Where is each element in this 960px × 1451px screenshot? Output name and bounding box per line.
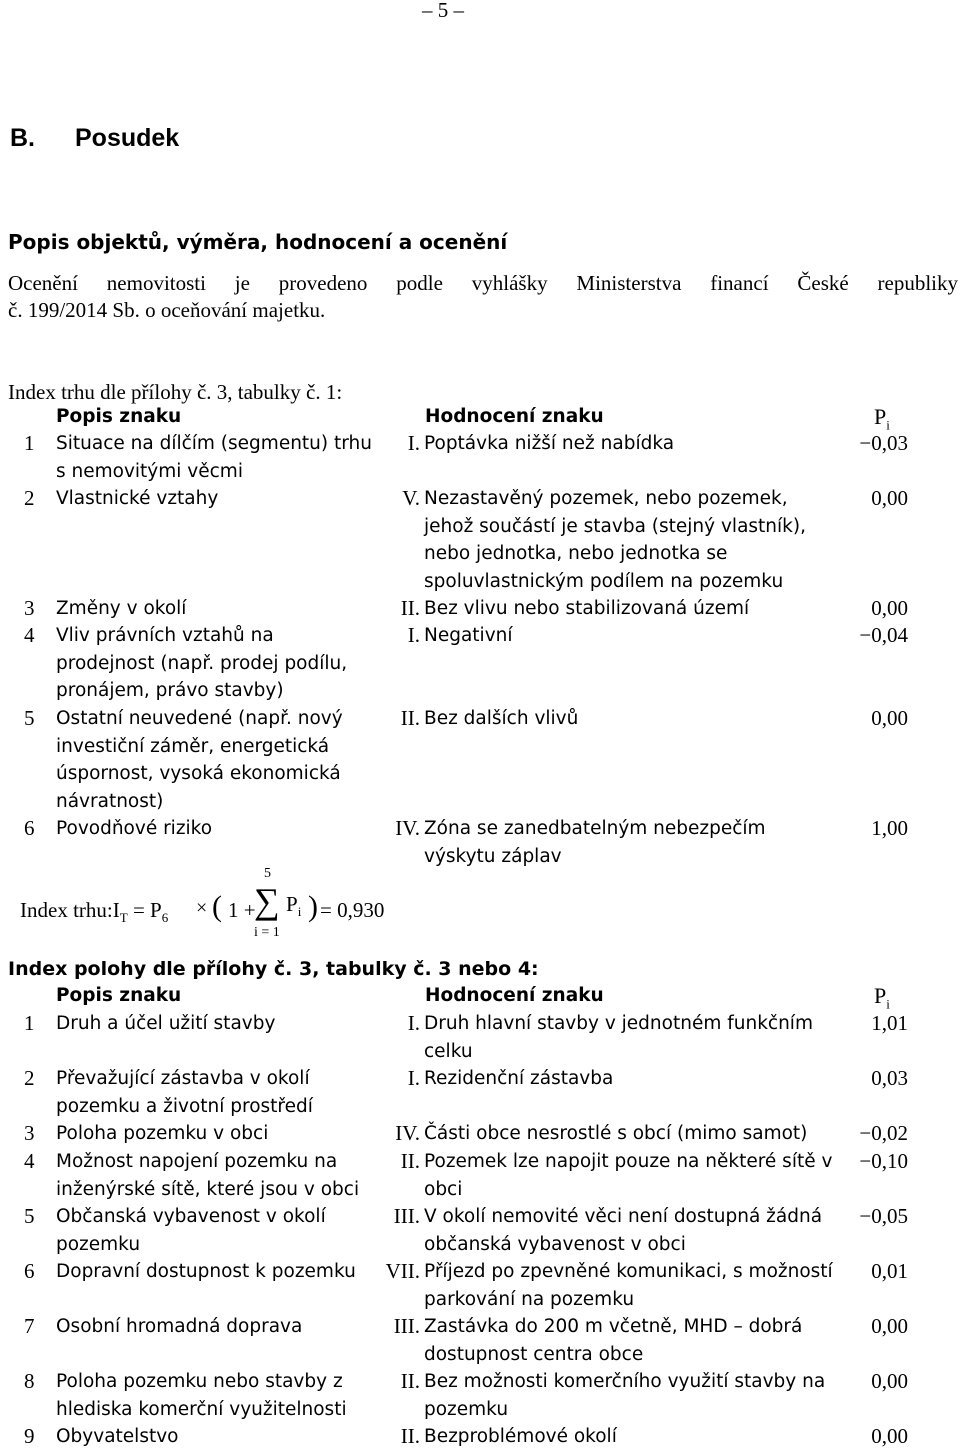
intro-line-2: č. 199/2014 Sb. o oceňování majetku. xyxy=(8,298,326,322)
row-hodnoceni: Zastávka do 200 m včetně, MHD – dobrá dostupnost centra obce xyxy=(424,1316,803,1365)
row-popis: Převažující zástavba v okolí pozemku a životní prostředí xyxy=(56,1068,313,1117)
row-value: −0,04 xyxy=(859,623,908,647)
row-value: 0,00 xyxy=(871,1369,908,1393)
row-number: 1 xyxy=(24,431,35,455)
row-number: 6 xyxy=(24,1259,35,1283)
row-popis: Občanská vybavenost v okolí pozemku xyxy=(56,1206,326,1255)
row-popis: Situace na dílčím (segmentu) trhu s nemovitými věcmi xyxy=(56,433,372,482)
row-value: 0,00 xyxy=(871,1314,908,1338)
poloha-title: Index polohy dle přílohy č. 3, tabulky č. 3 nebo 4: xyxy=(8,958,539,980)
row-roman: II. xyxy=(400,1424,420,1448)
row-number: 2 xyxy=(24,486,35,510)
row-number: 5 xyxy=(24,706,35,730)
row-value: 1,00 xyxy=(871,816,908,840)
row-number: 5 xyxy=(24,1204,35,1228)
row-hodnoceni: Bez možnosti komerčního využití stavby na pozemku xyxy=(424,1371,826,1420)
row-hodnoceni: Příjezd po zpevněné komunikaci, s možností parkování na pozemku xyxy=(424,1261,833,1310)
formula-times: × xyxy=(196,897,208,919)
trh-col-pi: $P_i$ xyxy=(874,404,890,433)
row-number: 2 xyxy=(24,1066,35,1090)
row-roman: II. xyxy=(400,706,420,730)
row-number: 4 xyxy=(24,623,35,647)
row-hodnoceni: Rezidenční zástavba xyxy=(424,1068,614,1089)
row-number: 9 xyxy=(24,1424,35,1448)
row-hodnoceni: Zóna se zanedbatelným nebezpečím výskytu záplav xyxy=(424,818,766,867)
row-popis: Obyvatelstvo xyxy=(56,1426,179,1447)
row-roman: VII. xyxy=(385,1259,420,1283)
row-value: −0,02 xyxy=(859,1121,908,1145)
row-roman: V. xyxy=(402,486,420,510)
row-value: 0,03 xyxy=(871,1066,908,1090)
row-popis: Vliv právních vztahů na prodejnost (např. prodej podílu, pronájem, právo stavby) xyxy=(56,625,348,701)
row-value: 0,00 xyxy=(871,706,908,730)
row-roman: IV. xyxy=(395,816,420,840)
poloha-col-pi: $P_i$ xyxy=(874,983,890,1012)
row-hodnoceni: Části obce nesrostlé s obcí (mimo samot) xyxy=(424,1123,808,1144)
formula-upper: 5 xyxy=(264,866,271,881)
row-hodnoceni: Nezastavěný pozemek, nebo pozemek, jehož součástí je stavba (stejný vlastník), nebo jednotka, nebo jednotka se spoluvlastnickým podílem na pozemku xyxy=(424,488,806,592)
page-number: – 5 – xyxy=(422,0,464,22)
row-roman: IV. xyxy=(395,1121,420,1145)
row-number: 1 xyxy=(24,1011,35,1035)
row-number: 3 xyxy=(24,1121,35,1145)
row-roman: I. xyxy=(407,1066,420,1090)
intro-line-1: Ocenění nemovitosti je provedeno podle vyhlášky Ministerstva financí České republiky xyxy=(8,271,958,295)
formula-p: $P_i$ xyxy=(286,892,302,920)
row-number: 3 xyxy=(24,596,35,620)
formula-sigma-icon: ∑ xyxy=(254,881,280,921)
row-popis: Povodňové riziko xyxy=(56,818,213,839)
row-number: 6 xyxy=(24,816,35,840)
row-roman: I. xyxy=(407,431,420,455)
row-hodnoceni: Poptávka nižší než nabídka xyxy=(424,433,675,454)
row-value: 0,00 xyxy=(871,596,908,620)
row-value: 0,00 xyxy=(871,1424,908,1448)
trh-col-popis: Popis znaku xyxy=(56,406,182,427)
row-roman: III. xyxy=(393,1314,420,1338)
row-value: −0,05 xyxy=(859,1204,908,1228)
row-hodnoceni: Pozemek lze napojit pouze na některé sítě v obci xyxy=(424,1151,833,1200)
row-popis: Poloha pozemku nebo stavby z hlediska komerční využitelnosti xyxy=(56,1371,347,1420)
page-heading: Popis objektů, výměra, hodnocení a ocenění xyxy=(8,230,508,254)
row-hodnoceni: Negativní xyxy=(424,625,513,646)
row-roman: II. xyxy=(400,1369,420,1393)
row-popis: Poloha pozemku v obci xyxy=(56,1123,269,1144)
row-roman: I. xyxy=(407,623,420,647)
row-value: −0,03 xyxy=(859,431,908,455)
section-letter: B. xyxy=(10,124,35,152)
formula-one-plus: 1 + xyxy=(228,898,256,922)
row-popis: Osobní hromadná doprava xyxy=(56,1316,303,1337)
row-roman: II. xyxy=(400,596,420,620)
formula-open-paren: ( xyxy=(212,890,222,923)
row-hodnoceni: Bez vlivu nebo stabilizovaná území xyxy=(424,598,750,619)
row-number: 7 xyxy=(24,1314,35,1338)
row-popis: Vlastnické vztahy xyxy=(56,488,219,509)
row-hodnoceni: Bezproblémové okolí xyxy=(424,1426,617,1447)
row-value: 1,01 xyxy=(871,1011,908,1035)
row-popis: Ostatní neuvedené (např. nový investiční záměr, energetická úspornost, vysoká ekonomická návratnost) xyxy=(56,708,343,812)
row-popis: Dopravní dostupnost k pozemku xyxy=(56,1261,356,1282)
row-roman: I. xyxy=(407,1011,420,1035)
trh-title: Index trhu dle přílohy č. 3, tabulky č. 1: xyxy=(8,380,343,404)
poloha-col-hodnoceni: Hodnocení znaku xyxy=(425,985,604,1006)
row-number: 4 xyxy=(24,1149,35,1173)
row-number: 8 xyxy=(24,1369,35,1393)
row-value: 0,00 xyxy=(871,486,908,510)
row-roman: II. xyxy=(400,1149,420,1173)
row-hodnoceni: Bez dalších vlivů xyxy=(424,708,579,729)
formula-close-paren: ) xyxy=(308,890,318,923)
row-roman: III. xyxy=(393,1204,420,1228)
formula-lower: i = 1 xyxy=(254,925,280,940)
formula-label: Index $trhu:I_T = P_6$ xyxy=(20,898,169,926)
row-popis: Možnost napojení pozemku na inženýrské sítě, které jsou v obci xyxy=(56,1151,360,1200)
trh-col-hodnoceni: Hodnocení znaku xyxy=(425,406,604,427)
row-hodnoceni: Druh hlavní stavby v jednotném funkčním celku xyxy=(424,1013,813,1062)
formula-result: = 0,930 xyxy=(320,898,385,922)
row-value: −0,10 xyxy=(859,1149,908,1173)
row-popis: Druh a účel užití stavby xyxy=(56,1013,276,1034)
poloha-col-popis: Popis znaku xyxy=(56,985,182,1006)
row-popis: Změny v okolí xyxy=(56,598,187,619)
row-value: 0,01 xyxy=(871,1259,908,1283)
section-title: Posudek xyxy=(75,124,180,152)
row-hodnoceni: V okolí nemovité věci není dostupná žádná občanská vybavenost v obci xyxy=(424,1206,823,1255)
